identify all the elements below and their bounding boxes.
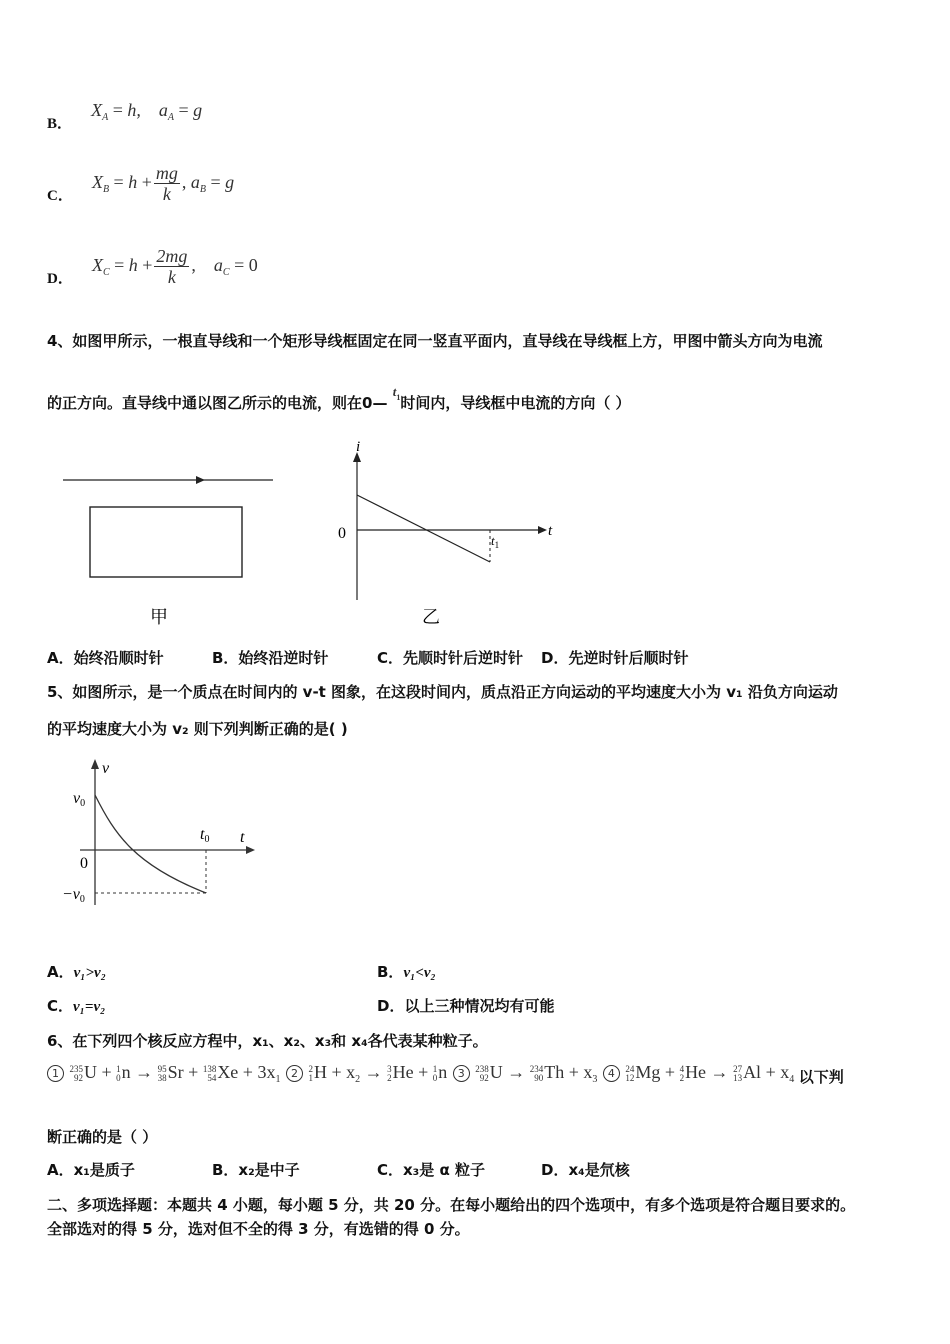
axis-i-label: i: [356, 440, 361, 455]
option-letter: D．: [47, 270, 73, 287]
axis-t-label: t: [548, 523, 553, 539]
circled-number: 1: [47, 1065, 64, 1082]
figure-vt: [60, 755, 270, 915]
q4-stem-text-b: 时间内，导线框中电流的方向（ ）: [400, 394, 631, 412]
q5-option-c: [47, 995, 105, 1016]
q4-t: t: [392, 384, 397, 399]
current-line: [357, 495, 490, 562]
option-letter: B．: [47, 116, 73, 132]
wire-frame: [90, 507, 242, 577]
q6-stem-line3: 断正确的是（ ）: [47, 1128, 158, 1146]
option-letter: D．: [377, 997, 405, 1015]
q4-stem-line1: 4、如图甲所示，一根直导线和一个矩形导线框固定在同一竖直平面内，直导线在导线框上方，甲图中箭头方向为电流: [47, 332, 823, 350]
frac-den: k: [162, 184, 171, 204]
q6-stem-line1: 6、在下列四个核反应方程中，x₁、x₂、x₃和 x₄各代表某种粒子。: [47, 1032, 488, 1050]
t0-label: t0: [200, 826, 210, 845]
frac-den: k: [167, 267, 176, 287]
q3-option-b: [47, 100, 203, 132]
q4-stem-line2: 的正方向。直导线中通以图乙所示的电流，则在0— $t_1$时间内，导线框中电流的方向（ ）: [47, 384, 631, 412]
q6-option-d: D．x₄是氘核: [541, 1161, 630, 1179]
q6-option-c: C．x₃是 α 粒子: [377, 1161, 486, 1179]
axis-v-label: v: [102, 760, 110, 777]
option-text: v₁>v₂: [73, 965, 106, 981]
q4-option-b: B．始终沿逆时针: [212, 649, 329, 667]
option-text: v₁=v₂: [73, 999, 106, 1015]
circled-number: 3: [453, 1065, 470, 1082]
t-axis-arrow-icon: [246, 846, 255, 854]
q3-option-d: [47, 246, 258, 287]
q5-stem-line2: 的平均速度大小为 v₂ 则下列判断正确的是( ): [47, 720, 348, 738]
formula-xa: $X_A = h$, $a_A = g$: [91, 100, 203, 123]
option-letter: A．: [47, 963, 74, 981]
option-letter: B．: [377, 963, 404, 981]
q6-option-b: B．x₂是中子: [212, 1161, 300, 1179]
q5-option-d: [377, 995, 554, 1016]
option-text: 以上三种情况均有可能: [404, 997, 555, 1015]
axis-t-label: t: [240, 829, 245, 846]
formula-xb: $X_B = h$ + $\frac{mg}{k}$ , $a_B = g$: [91, 163, 235, 204]
origin-label: 0: [80, 855, 88, 872]
neg-v0-label: −v0: [62, 886, 85, 905]
q4-zero: 0: [362, 394, 373, 412]
section2-heading-line2: 全部选对的得 5 分，选对但不全的得 3 分，有选错的得 0 分。: [47, 1220, 470, 1238]
q4-t-sub: 1: [396, 393, 401, 402]
q5-stem-line1: 5、如图所示，是一个质点在时间内的 v-t 图象，在这段时间内，质点沿正方向运动的平均速度大小为 v₁ 沿负方向运动: [47, 683, 838, 701]
vt-curve: [95, 795, 206, 893]
q6-equations: 1 235 92 U + 1 0 n → 95 38 Sr + 138 54 $Xe + 3x_1$ 2 2 1 $H + x_2$ → 3 2 He + 1 0 n 3 238 92 U → 234 90 $Th + x_3$ 4 24 12 Mg + 4 2 He → 27 13 $Al + x_4$ $_{以下判}$: [46, 1062, 844, 1085]
current-arrow-icon: [196, 476, 205, 484]
origin-label: 0: [338, 525, 346, 542]
formula-xc: $X_C = h$ + $\frac{2mg}{k}$ , $a_C = 0$: [91, 246, 258, 287]
frac-num: 2mg: [156, 246, 188, 266]
circled-number: 2: [286, 1065, 303, 1082]
t-axis-arrow-icon: [538, 526, 547, 534]
option-letter: C．: [47, 997, 74, 1015]
q6-option-a: A．x₁是质子: [47, 1161, 135, 1179]
q4-option-c: C．先顺时针后逆时针: [377, 649, 524, 667]
q5-option-a: [47, 961, 106, 982]
q4-option-a: A．始终沿顺时针: [47, 649, 164, 667]
circled-number: 4: [603, 1065, 620, 1082]
q4-stem-text-a: 的正方向。直导线中通以图乙所示的电流，则在: [47, 394, 363, 412]
q5-option-b: [377, 961, 436, 982]
figure-jia: [55, 465, 285, 635]
v0-label: v0: [73, 790, 86, 809]
option-letter: C．: [47, 187, 73, 204]
fig-jia-label: 甲: [150, 607, 168, 627]
t1-label: $t_1$: [491, 533, 500, 550]
figure-yi: [330, 440, 570, 635]
q6-stem-tail: 以下判: [798, 1068, 844, 1086]
option-text: v₁<v₂: [403, 965, 436, 981]
fig-yi-label: 乙: [422, 607, 440, 627]
section2-heading-line1: 二、多项选择题：本题共 4 小题，每小题 5 分，共 20 分。在每小题给出的四个选项中，有多个选项是符合题目要求的。: [47, 1196, 856, 1214]
q3-option-c: [47, 163, 234, 204]
q4-option-d: D．先逆时针后顺时针: [541, 649, 689, 667]
frac-num: mg: [155, 163, 178, 183]
v-axis-arrow-icon: [91, 759, 99, 769]
